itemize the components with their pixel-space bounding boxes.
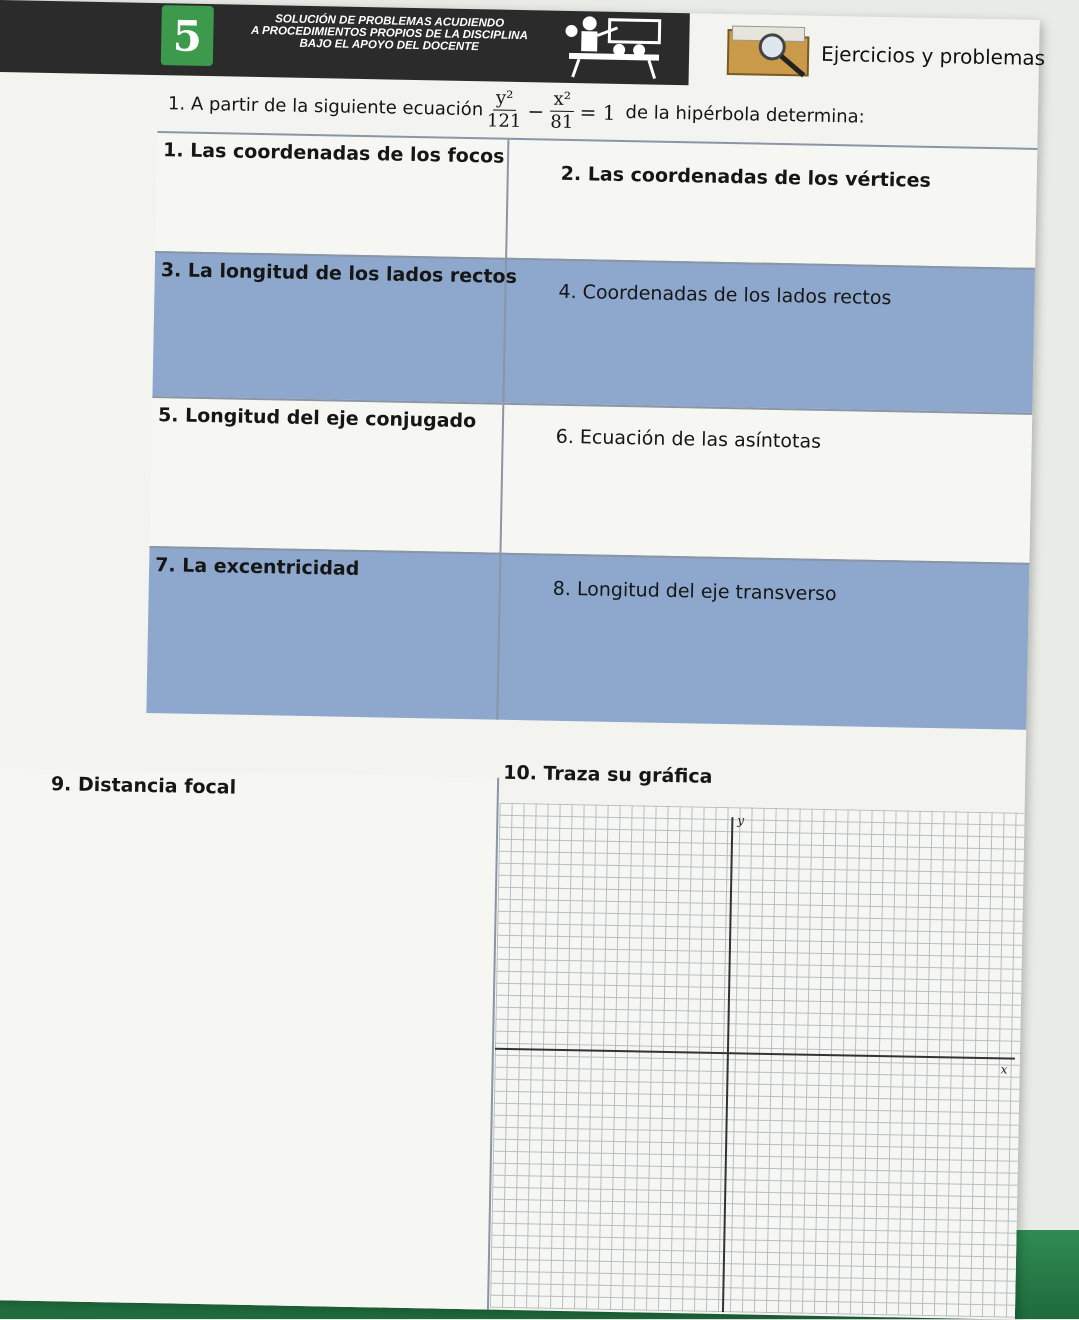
fraction-y-denominator: 121 <box>486 110 522 133</box>
answer-cell-2[interactable] <box>507 140 1037 270</box>
table-row <box>150 396 1033 565</box>
prompt-outro: de la hipérbola determina: <box>625 102 865 128</box>
section-number-badge: 5 <box>161 5 214 66</box>
equals-one: = 1 <box>579 99 616 125</box>
grid-background <box>490 803 1025 1318</box>
question-label-1: 1. Las coordenadas de los focos <box>162 139 505 168</box>
folder-magnifier-icon <box>724 16 815 80</box>
answer-cell-4[interactable] <box>504 260 1035 415</box>
answer-table <box>145 131 1037 788</box>
section-title: Ejercicios y problemas <box>820 41 1046 71</box>
question-label-9: 9. Distancia focal <box>50 773 237 799</box>
y-axis-label: y <box>737 813 745 828</box>
question-label-7: 7. La excentricidad <box>154 554 360 581</box>
prompt-intro: 1. A partir de la siguiente ecuación <box>167 93 484 121</box>
x-axis-label: x <box>1000 1062 1008 1077</box>
fraction-x-denominator: 81 <box>550 111 574 134</box>
header-line-3: BAJO EL APOYO DEL DOCENTE <box>299 37 479 54</box>
question-label-5: 5. Longitud del eje conjugado <box>157 404 477 433</box>
answer-cell-3[interactable] <box>152 253 518 405</box>
answer-cell-7[interactable] <box>146 548 501 720</box>
table-row <box>155 131 1037 270</box>
answer-cell-9[interactable] <box>0 768 499 1310</box>
question-label-6: 6. Ecuación de las asíntotas <box>555 425 822 453</box>
question-label-4: 4. Coordenadas de los lados rectos <box>558 280 892 310</box>
question-label-2: 2. Las coordenadas de los vértices <box>560 162 932 192</box>
answer-cell-5[interactable] <box>150 398 505 555</box>
question-label-3: 3. La longitud de los lados rectos <box>160 259 518 288</box>
table-row <box>146 546 1029 730</box>
table-row <box>152 251 1035 415</box>
answer-cell-8[interactable] <box>498 555 1029 730</box>
question-label-8: 8. Longitud del eje transverso <box>552 577 837 606</box>
graph-paper[interactable] <box>490 803 1025 1318</box>
teacher-board-icon <box>559 13 670 81</box>
fraction-y <box>487 87 522 133</box>
fraction-x <box>550 89 574 134</box>
answer-cell-6[interactable] <box>501 405 1032 565</box>
exercise-prompt <box>168 81 866 139</box>
header-line-2: A PROCEDIMIENTOS PROPIOS DE LA DISCIPLINA <box>250 24 528 43</box>
fraction-y-numerator: y² <box>493 87 517 110</box>
header-line-1: SOLUCIÓN DE PROBLEMAS ACUDIENDO <box>275 13 505 30</box>
question-label-10: 10. Traza su gráfica <box>503 761 713 788</box>
header-subtitle <box>224 12 555 54</box>
minus-sign: − <box>527 98 545 123</box>
answer-cell-1[interactable] <box>155 133 509 260</box>
fraction-x-numerator: x² <box>550 89 574 112</box>
